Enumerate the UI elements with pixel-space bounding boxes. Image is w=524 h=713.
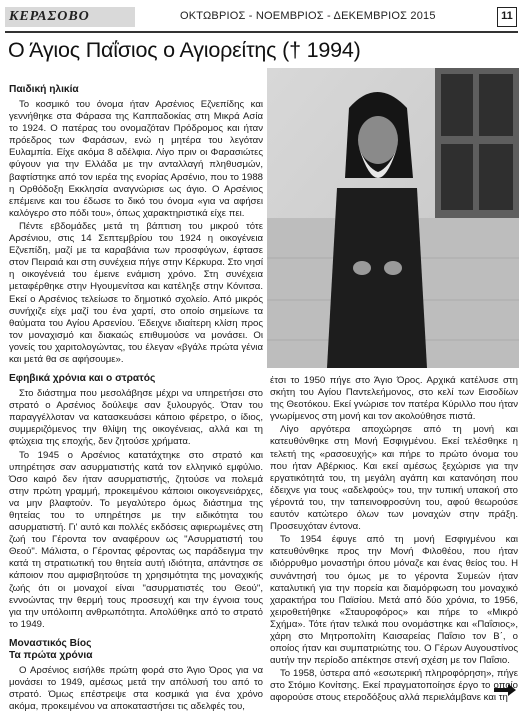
paragraph: Πέντε εβδομάδες μετά τη βάπτιση του μικρού τότε Αρσένιου, στις 14 Σεπτεμβρίου του 1924 η οικογένεια Εζνεπίδη, μαζί με τα καραβάνια των προσφύγων, έφτασε στον Πειραιά και στη συνέχεια πήγε στην Κέρκυρα. Στο νησί η οικογένειά του έμεινε ενάμιση χρόνο. Στη συνέχεια μεταφέρθηκε στην Ηγουμενίτσα και κατέληξε στην Κόνιτσα. Εκεί ο Αρσένιος τελείωσε το δημοτικό σχολείο. Από μικρός συνήχιζε είχε μαζί του ένα χαρτί, στο οποίο σημείωνε τα θαύματα του Αγίου Αρσενίου. Έδειχνε ιδιαίτερη κλίση προς τον μοναχισμό και διακαώς επιθυμούσε να μονάσει. Οι γονείς του χαριτολογώντας, του έλεγαν «βγάλε πρώτα γένια και μετά θα σε αφήσουμε». bbox=[9, 220, 263, 365]
issue-date: ΟΚΤΩΒΡΙΟΣ - ΝΟΕΜΒΡΙΟΣ - ΔΕΚΕΜΒΡΙΟΣ 2015 bbox=[180, 10, 436, 22]
paragraph: Λίγο αργότερα αποχώρησε από τη μονή και κατευθύνθηκε στη Μονή Εσφιγμένου. Εκεί τελέσθηκε η τελετή της «ρασοευχής» και πήρε το πρώτο όνομα του που ήταν Αβέρκιος. Και εκεί αμέσως ξεχώρισε για την εργατικότητά του, τη μεγάλη αγάπη και κατανόηση που έδειχνε για τους «αδελφούς» του, την τυπική υπακοή στο γέροντά του, την ταπεινοφροσύνη του, αφού θεωρούσε εαυτόν κατώτερο όλων των μοναχών στην πράξη. Προσευχόταν έντονα. bbox=[270, 424, 518, 533]
paragraph: Το 1958, ύστερα από «εσωτερική πληροφόρηση», πήγε στο Στόμιο Κονίτσης. Εκεί πραγματοποίησε έργο το οποίο αφορούσε στους ετεροδόξους αλλά περιελάμβανε και τη bbox=[270, 668, 518, 704]
paragraph: Ο Αρσένιος εισήλθε πρώτη φορά στο Άγιο Όρος για να μονάσει το 1949, αμέσως μετά την απόλυσή του από το στρατό. Όμως επέστρεψε στα κοσμικά για ένα χρόνο ακόμα, προκειμένου να αποκαταστήσει τις αδελφές του, bbox=[9, 664, 263, 713]
paragraph: έτσι το 1950 πήγε στο Άγιο Όρος. Αρχικά κατέλυσε στη σκήτη του Αγίου Παντελεήμονος, στο κελί των Εισοδίων της Θεοτόκου. Εκεί γνώρισε τον πατέρα Κύριλλο που ήταν γνωρίμενος στη μονή και τον ακολούθησε πιστά. bbox=[270, 375, 518, 423]
paragraph: Το κοσμικό του όνομα ήταν Αρσένιος Εζνεπίδης και γεννήθηκε στα Φάρασα της Καππαδοκίας στη Μικρά Ασία το 1924. Ο πατέρας του ονομαζόταν Πρόδρομος και ήταν πρόεδρος των Φαράσων, ενώ η μητέρα του λεγόταν Ευλαμπία. Είχε ακόμα 8 αδέλφια. Λίγο πριν οι Φαρασιώτες φύγουν για την Ελλάδα με την ανταλλαγή πληθυσμών, βαφτίστηκε από τον ιερέα της ενορίας Αρσένιο, που το 1988 η Ορθόδοξη Εκκλησία αναγνώρισε ως άγιο. Ο Αρσένιος επέμεινε και του έδωσε το δικό του όνομα «για να αφήσει καλόγερο στο πόδι του», όπως χαρακτηριστικά είχε πει. bbox=[9, 99, 263, 219]
right-column bbox=[270, 375, 518, 705]
section-heading-monastic: Μοναστικός Βίος bbox=[9, 637, 92, 649]
paragraph: Το 1945 ο Αρσένιος κατατάχτηκε στο στρατό και υπηρέτησε σαν ασυρματιστής κατά τον ελληνικό εμφύλιο. Όσο καιρό δεν ήταν ασυρματιστής, ζητούσε να πολεμά στην πρώτη γραμμή, προκειμένου κάποιοι οικογενειάρχες, να μην βλαφτούν. Το μεγαλύτερο όμως διάστημα της θητείας του το υπηρέτησε με την ειδικότητα του ασυρματιστή. Γι' αυτό και πολλές εκδόσεις αφιερωμένες στη ζωή του Γέροντα τον αναφέρουν ως "Ασυρματιστή του Θεού". Μάλιστα, ο Γέροντας φέροντας ως παράδειγμα την κατά τη στρατιωτική του θητεία αυτή ιδιότητα, απάντησε σε κάποιον που αμφισβητούσε τη χρησιμότητα της μοναχικής ζωής ότι οι μοναχοί είναι "ασυρματιστές του Θεού", εννοώντας την θερμή τους προσευχή και την έγνοια τους για την υπόλοιπη ανθρωπότητα. Απολύθηκε από το στρατό το 1949. bbox=[9, 449, 263, 630]
masthead: ΚΕΡΑΣΟΒΟ bbox=[5, 7, 135, 27]
monk-photo bbox=[267, 68, 519, 368]
arrow-right-icon bbox=[494, 684, 516, 696]
page-header bbox=[5, 7, 517, 29]
section-subheading-first-years: Τα πρώτα χρόνια bbox=[9, 649, 93, 661]
header-rule bbox=[5, 31, 518, 33]
left-column bbox=[9, 84, 263, 713]
paragraph: Το 1954 έφυγε από τη μονή Εσφιγμένου και κατευθύνθηκε προς την Μονή Φιλοθέου, που ήταν ιδιόρρυθμο μοναστήρι όπου μόναζε και ένας θείος του. Η συνάντησή του όμως με το γέροντα Συμεών ήταν καταλυτική για την πορεία και διαμόρφωση του μοναχικό χαρακτήρα του Παϊσίου. Μετά από δύο χρόνια, το 1956, χειροθετήθηκε «Σταυροφόρος» και πήρε το «Μικρό Σχήμα». Τότε ήταν τελικά που ονομάστηκε και «Παΐσιος», χάρη στο Μητροπολίτη Καισαρείας Παΐσιο τον Β΄, ο οποίος ήταν και συμπατριώτης του. Ο Γέρων Αυγουστίνος αυτήν την περίοδο απέκτησε στενή σχέση με τον Παΐσιο. bbox=[270, 534, 518, 667]
article-title: Ο Άγιος Παΐσιος ο Αγιορείτης († 1994) bbox=[8, 38, 361, 62]
page-number: 11 bbox=[497, 7, 517, 27]
paragraph: Στο διάστημα που μεσολάβησε μέχρι να υπηρετήσει στο στρατό ο Αρσένιος δούλεψε σαν ξυλουργός. Όταν του παραγγέλλοταν να κατασκευάσει κάποιο φέρετρο, ο ίδιος, συμμεριζόμενος την θλίψη της οικογένειας, αλλά και τη φτώχεια της εποχής, δεν ζητούσε χρήματα. bbox=[9, 388, 263, 448]
section-heading-youth: Εφηβικά χρόνια και ο στρατός bbox=[9, 373, 156, 385]
section-heading-childhood: Παιδική ηλικία bbox=[9, 84, 79, 95]
